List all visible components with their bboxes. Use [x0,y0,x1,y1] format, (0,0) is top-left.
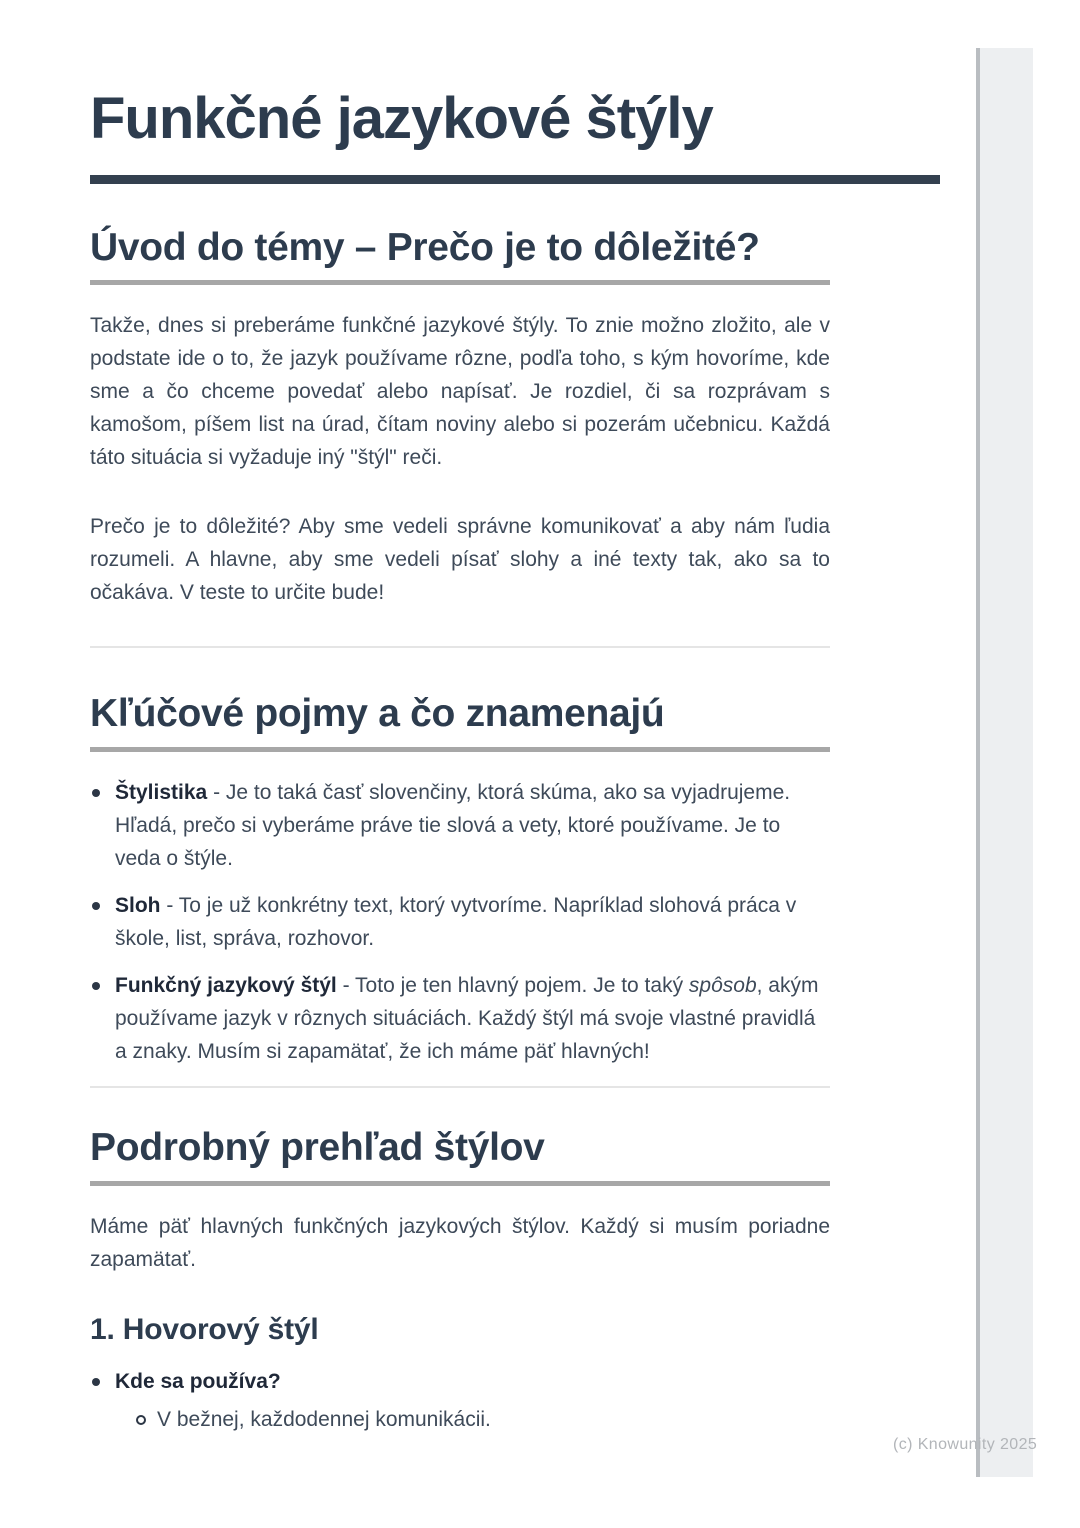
concept-term: Funkčný jazykový štýl [115,973,337,997]
copyright-watermark: (c) Knowunity 2025 [893,1436,1038,1453]
bullet-dot-icon [92,789,100,797]
heading-rule-concepts [90,747,830,752]
sub-bullet-circle-icon [136,1415,146,1425]
style-details-list [90,1365,830,1436]
section-heading-intro: Úvod do témy – Prečo je to dôležité? [90,225,760,269]
concept-term: Sloh [115,893,161,917]
heading-rule-overview [90,1181,830,1186]
page-title: Funkčné jazykové štýly [90,86,713,151]
sub-list-item [90,1403,830,1436]
concept-definition-part: - Toto je ten hlavný pojem. Je to taký [342,973,689,997]
title-rule [90,175,940,184]
list-item [90,969,830,1068]
bullet-dot-icon [92,902,100,910]
document-content [90,0,830,1436]
overview-paragraph: Máme päť hlavných funkčných jazykových štýlov. Každý si musím poriadne zapamätať. [90,1214,830,1271]
concept-term: Štylistika [115,780,208,804]
concept-definition-italic: spôsob [688,973,757,997]
detail-question: Kde sa používa? [115,1369,281,1393]
intro-paragraph-1: Takže, dnes si preberáme funkčné jazykové štýly. To znie možno zložito, ale v podstate ide o to, že jazyk používame rôzne, podľa toho, s kým hovoríme, kde sme a čo chceme povedať alebo napísať. Je rozdiel, či sa rozprávam s kamošom, píšem list na úrad, čítam noviny alebo si pozerám učebnicu. Každá táto situácia si vyžaduje iný "štýl" reči. [90,314,830,470]
detail-answer: V bežnej, každodennej komunikácii. [157,1407,491,1431]
concept-definition-part: , akým používame jazyk v rôznych situáciách. Každý štýl má svoje vlastné pravidlá a znaky. Musím si zapamätať, že ich máme päť hlavných! [115,973,819,1063]
section-divider [90,646,830,648]
bullet-dot-icon [92,982,100,990]
heading-rule-intro [90,280,830,285]
adjacent-page-edge [976,48,1033,1477]
list-item [90,1365,830,1398]
intro-paragraph-2: Prečo je to dôležité? Aby sme vedeli správne komunikovať a aby nám ľudia rozumeli. A hlavne, aby sme vedeli písať slohy a iné texty tak, ako sa to očakáva. V teste to určite bude! [90,515,830,605]
list-item [90,889,830,955]
concepts-list [90,776,830,1068]
section-heading-overview: Podrobný prehľad štýlov [90,1125,545,1169]
list-item [90,776,830,875]
concept-definition: - Je to taká časť slovenčiny, ktorá skúma, ako sa vyjadrujeme. Hľadá, prečo si vyberáme práve tie slová a vety, ktoré používame. Je to veda o štýle. [115,780,791,870]
section-heading-concepts: Kľúčové pojmy a čo znamenajú [90,692,665,736]
bullet-dot-icon [92,1378,100,1386]
subsection-heading-hovorovy-styl: 1. Hovorový štýl [90,1312,319,1346]
section-divider [90,1086,830,1088]
concept-definition: - To je už konkrétny text, ktorý vytvoríme. Napríklad slohová práca v škole, list, správa, rozhovor. [115,893,797,950]
